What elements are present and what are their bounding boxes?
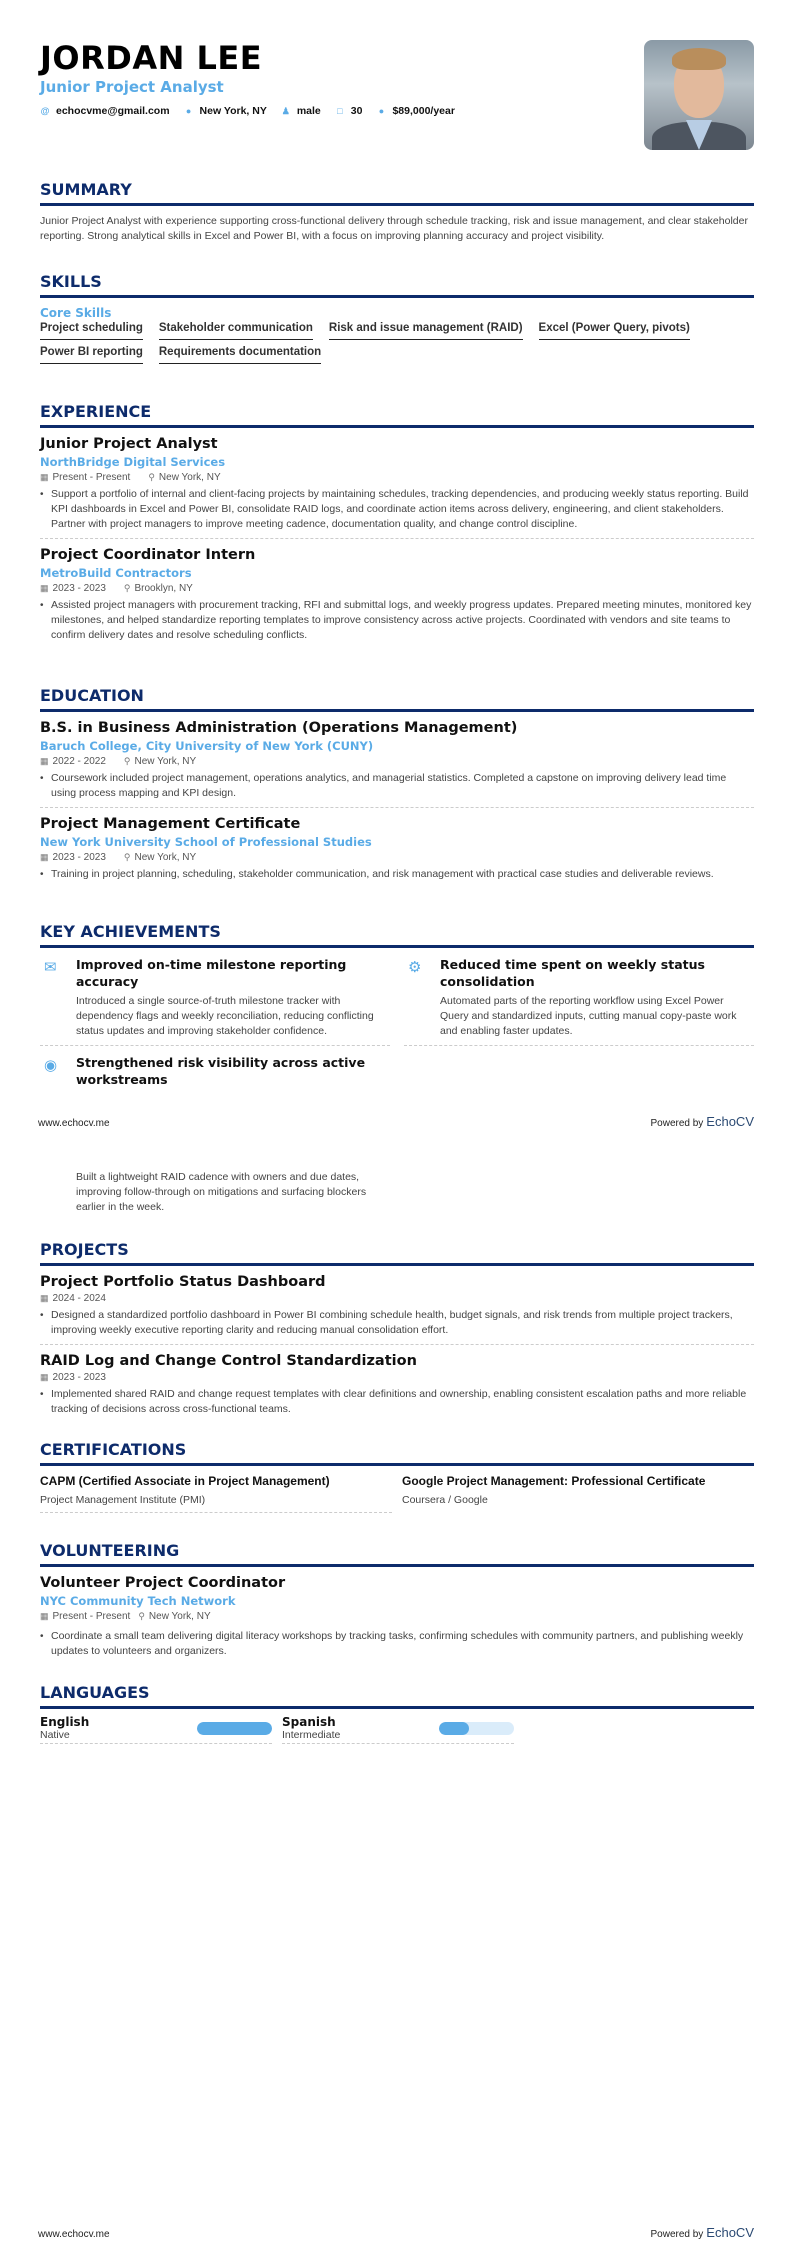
languages-section — [40, 1683, 754, 1744]
dates: Present - Present — [52, 472, 131, 483]
candidate-title: Junior Project Analyst — [40, 78, 224, 96]
section-heading: PROJECTS — [40, 1240, 754, 1266]
bullet-item: • Implemented shared RAID and change request templates with clear definitions and ownership, enabling consistent escalation paths and more reliable tracking of decisions across cross-functional teams. — [40, 1387, 754, 1417]
contact-gender — [281, 105, 321, 117]
section-heading: CERTIFICATIONS — [40, 1440, 754, 1466]
volunteer-entry — [40, 1575, 754, 1665]
page-footer — [38, 2225, 754, 2240]
map-pin-icon: ⚲ — [138, 1611, 145, 1621]
language-name: English — [40, 1715, 90, 1729]
contact-salary — [376, 105, 454, 117]
bullet-item: • Designed a standardized portfolio dashboard in Power BI combining schedule health, budget signals, and risk trends from multiple project trackers, improving weekly executive reporting clarity and reducing manual consolidation effort. — [40, 1308, 754, 1338]
company-name: MetroBuild Contractors — [40, 566, 192, 580]
volunteering-section — [40, 1541, 754, 1665]
skill-tag: Excel (Power Query, pivots) — [539, 322, 690, 340]
envelope-icon: ✉ — [44, 959, 57, 976]
degree-title: B.S. in Business Administration (Operations Management) — [40, 720, 518, 736]
section-heading: EDUCATION — [40, 686, 754, 712]
proficiency-bar — [439, 1722, 514, 1735]
language-item — [40, 1715, 272, 1744]
location-text: New York, NY — [199, 105, 267, 117]
contact-location — [184, 105, 267, 117]
skill-tag: Requirements documentation — [159, 346, 321, 364]
location: New York, NY — [134, 852, 197, 863]
section-heading: KEY ACHIEVEMENTS — [40, 922, 754, 948]
skills-section — [40, 272, 754, 370]
contact-age — [335, 105, 363, 117]
achievement-desc: Automated parts of the reporting workflow using Excel Power Query and standardized inputs, cutting manual copy-paste work and enabling faster updates. — [440, 995, 737, 1037]
map-pin-icon: ⚲ — [123, 756, 131, 766]
at-icon: @ — [40, 106, 50, 116]
salary-text: $89,000/year — [392, 105, 455, 117]
entry-meta — [40, 1372, 754, 1383]
experience-section — [40, 402, 754, 649]
organization-name: NYC Community Tech Network — [40, 1594, 236, 1608]
summary-text: Junior Project Analyst with experience supporting cross-functional delivery through schedule tracking, risk and issue management, and clear stakeholder reporting. Strong analytical skills in Excel and Power BI, with a focus on improving planning accuracy and project visibility. — [40, 215, 748, 242]
calendar-icon: ▦ — [40, 472, 49, 482]
skill-tag: Project scheduling — [40, 322, 143, 340]
footer-powered — [650, 2225, 754, 2240]
section-heading: LANGUAGES — [40, 1683, 754, 1709]
role-title: Volunteer Project Coordinator — [40, 1575, 286, 1591]
age-text: 30 — [350, 105, 363, 117]
institution-name: Baruch College, City University of New York (CUNY) — [40, 739, 374, 753]
location: New York, NY — [158, 472, 221, 483]
dates: 2023 - 2023 — [52, 1372, 106, 1383]
section-heading: VOLUNTEERING — [40, 1541, 754, 1567]
achievement-title: Reduced time spent on weekly status consolidation — [440, 957, 705, 989]
bullet-text: Support a portfolio of internal and client-facing projects by maintaining schedules, tracking dependencies, and producing weekly status reporting. Build KPI dashboards in Excel and Power BI, consolidate RAID logs, and coordinate action items across delivery, engineering, and client stakeholders. Partner with project managers to improve meeting cadence, documentation quality, and change control discipline. — [51, 488, 749, 530]
dates: 2023 - 2023 — [52, 852, 106, 863]
gear-icon: ⚙ — [408, 959, 422, 976]
location: Brooklyn, NY — [134, 583, 193, 594]
footer-powered — [650, 1114, 754, 1129]
language-name: Spanish — [282, 1715, 336, 1729]
entry-meta — [40, 1293, 754, 1304]
footer-site-link[interactable]: www.echocv.me — [38, 1118, 110, 1129]
skill-tag: Stakeholder communication — [159, 322, 313, 340]
certification-title: CAPM (Certified Associate in Project Management) — [40, 1474, 330, 1488]
bullet-item: • Training in project planning, scheduling, stakeholder communication, and risk management with practical case studies and deliverable reviews. — [40, 868, 714, 880]
achievement-item — [40, 956, 390, 1046]
education-section — [40, 686, 754, 888]
language-item — [282, 1715, 514, 1744]
proficiency-fill — [439, 1722, 469, 1735]
skill-group-label: Core Skills — [40, 306, 112, 320]
page-footer — [38, 1114, 754, 1129]
bullet-text: Implemented shared RAID and change request templates with clear definitions and ownership, enabling consistent escalation paths and more reliable tracking of decisions across cross-functional teams. — [51, 1388, 747, 1415]
education-entry — [40, 816, 754, 888]
job-title: Junior Project Analyst — [40, 436, 218, 452]
dollar-icon: ● — [378, 106, 385, 116]
education-entry — [40, 720, 754, 808]
achievement-title: Strengthened risk visibility across active workstreams — [76, 1055, 366, 1087]
brand-logo: EchoCV — [706, 1114, 754, 1129]
achievement-continuation — [76, 1170, 396, 1215]
entry-meta — [40, 472, 754, 483]
certification-title: Google Project Management: Professional Certificate — [402, 1474, 706, 1488]
language-list — [40, 1715, 754, 1744]
bullet-text: Designed a standardized portfolio dashboard in Power BI combining schedule health, budget signals, and risk trends from multiple project trackers, improving weekly executive reporting clarity and reducing manual consolidation effort. — [51, 1309, 733, 1336]
calendar-icon: ▦ — [40, 756, 49, 766]
profile-photo — [644, 40, 754, 150]
certification-issuer: Coursera / Google — [402, 1494, 488, 1506]
certification-list — [40, 1474, 754, 1513]
section-heading: SKILLS — [40, 272, 754, 298]
map-pin-icon: ⚲ — [148, 472, 155, 482]
language-level: Native — [40, 1729, 70, 1741]
map-pin-icon: ● — [185, 106, 192, 116]
calendar-icon: ▦ — [40, 1293, 49, 1303]
certification-item — [402, 1474, 754, 1513]
dates: 2023 - 2023 — [52, 583, 106, 594]
certification-item — [40, 1474, 392, 1513]
achievement-item — [404, 956, 754, 1046]
achievement-desc: Introduced a single source-of-truth milestone tracker with dependency flags and weekly reconciliation, reducing conflicting status updates and improving stakeholder confidence. — [76, 995, 374, 1037]
bullet-text: Coursework included project management, operations analytics, and managerial statistics. Completed a capstone on improving delivery lead time using process mapping and KPI design. — [51, 772, 727, 799]
achievements-section — [40, 922, 754, 1102]
location: New York, NY — [148, 1611, 211, 1622]
achievement-title: Improved on-time milestone reporting accuracy — [76, 957, 347, 989]
resume-header — [40, 40, 754, 155]
dates: Present - Present — [52, 1611, 131, 1622]
gender-text: male — [296, 105, 321, 117]
calendar-icon: ▦ — [40, 852, 49, 862]
contact-email[interactable] — [40, 105, 170, 117]
project-entry — [40, 1353, 754, 1423]
achievement-list — [40, 956, 754, 1102]
job-title: Project Coordinator Intern — [40, 547, 256, 563]
degree-title: Project Management Certificate — [40, 816, 301, 832]
map-pin-icon: ⚲ — [123, 852, 131, 862]
person-icon: ♟ — [281, 105, 290, 116]
proficiency-bar — [197, 1722, 272, 1735]
candidate-name: JORDAN LEE — [40, 39, 263, 77]
institution-name: New York University School of Professional Studies — [40, 835, 372, 849]
language-level: Intermediate — [282, 1729, 341, 1741]
achievement-desc: Built a lightweight RAID cadence with owners and due dates, improving follow-through on mitigations and surfacing blockers earlier in the week. — [76, 1171, 367, 1213]
bullet-item: • Coursework included project management, operations analytics, and managerial statistics. Completed a capstone on improving delivery lead time using process mapping and KPI design. — [40, 771, 754, 801]
entry-meta — [40, 756, 754, 767]
summary-section — [40, 180, 754, 244]
experience-entry — [40, 436, 754, 539]
location: New York, NY — [134, 756, 197, 767]
brand-logo: EchoCV — [706, 2225, 754, 2240]
certification-issuer: Project Management Institute (PMI) — [40, 1494, 206, 1506]
projects-section — [40, 1240, 754, 1423]
calendar-icon: ▦ — [40, 1611, 49, 1621]
bullet-text: Training in project planning, scheduling, stakeholder communication, and risk management with practical case studies and deliverable reviews. — [51, 868, 714, 880]
project-title: Project Portfolio Status Dashboard — [40, 1274, 326, 1290]
skill-tag: Risk and issue management (RAID) — [329, 322, 523, 340]
skill-tag: Power BI reporting — [40, 346, 143, 364]
calendar-icon: □ — [337, 106, 343, 116]
project-title: RAID Log and Change Control Standardization — [40, 1353, 417, 1369]
company-name: NorthBridge Digital Services — [40, 455, 226, 469]
email-text: echocvme@gmail.com — [56, 105, 170, 117]
certifications-section — [40, 1440, 754, 1513]
powered-text: Powered by — [650, 1118, 704, 1129]
entry-meta — [40, 852, 754, 863]
powered-text: Powered by — [650, 2229, 704, 2240]
footer-site-link[interactable]: www.echocv.me — [38, 2229, 110, 2240]
skill-list — [40, 322, 754, 370]
bullet-item: • Assisted project managers with procurement tracking, RFI and submittal logs, and weekly progress updates. Prepared meeting minutes, monitored key milestones, and helped standardize reporting templates to improve consistency across active projects. Coordinated with vendors and site teams to confirm delivery dates and resolve scheduling conflicts. — [40, 598, 754, 643]
achievement-item — [40, 1054, 390, 1094]
camera-icon: ◉ — [44, 1057, 58, 1074]
section-heading: EXPERIENCE — [40, 402, 754, 428]
entry-meta — [40, 583, 754, 594]
bullet-text: Assisted project managers with procurement tracking, RFI and submittal logs, and weekly progress updates. Prepared meeting minutes, monitored key milestones, and helped standardize reporting templates to improve consistency across active projects. Coordinated with vendors and site teams to confirm delivery dates and resolve scheduling conflicts. — [51, 599, 752, 641]
section-heading: SUMMARY — [40, 180, 754, 206]
dates: 2024 - 2024 — [52, 1293, 106, 1304]
bullet-text: Coordinate a small team delivering digital literacy workshops by tracking tasks, confirming schedules with community partners, and publishing weekly updates to volunteers and organizers. — [51, 1630, 744, 1657]
calendar-icon: ▦ — [40, 583, 49, 593]
map-pin-icon: ⚲ — [123, 583, 131, 593]
project-entry — [40, 1274, 754, 1345]
bullet-item: • Support a portfolio of internal and client-facing projects by maintaining schedules, tracking dependencies, and producing weekly status reporting. Build KPI dashboards in Excel and Power BI, consolidate RAID logs, and coordinate action items across delivery, engineering, and client stakeholders. Partner with project managers to improve meeting cadence, documentation quality, and change control discipline. — [40, 487, 754, 532]
experience-entry — [40, 547, 754, 649]
proficiency-fill — [197, 1722, 272, 1735]
bullet-item: • Coordinate a small team delivering digital literacy workshops by tracking tasks, confirming schedules with community partners, and publishing weekly updates to volunteers and organizers. — [40, 1629, 754, 1659]
calendar-icon: ▦ — [40, 1372, 49, 1382]
dates: 2022 - 2022 — [52, 756, 106, 767]
entry-meta — [40, 1611, 754, 1622]
